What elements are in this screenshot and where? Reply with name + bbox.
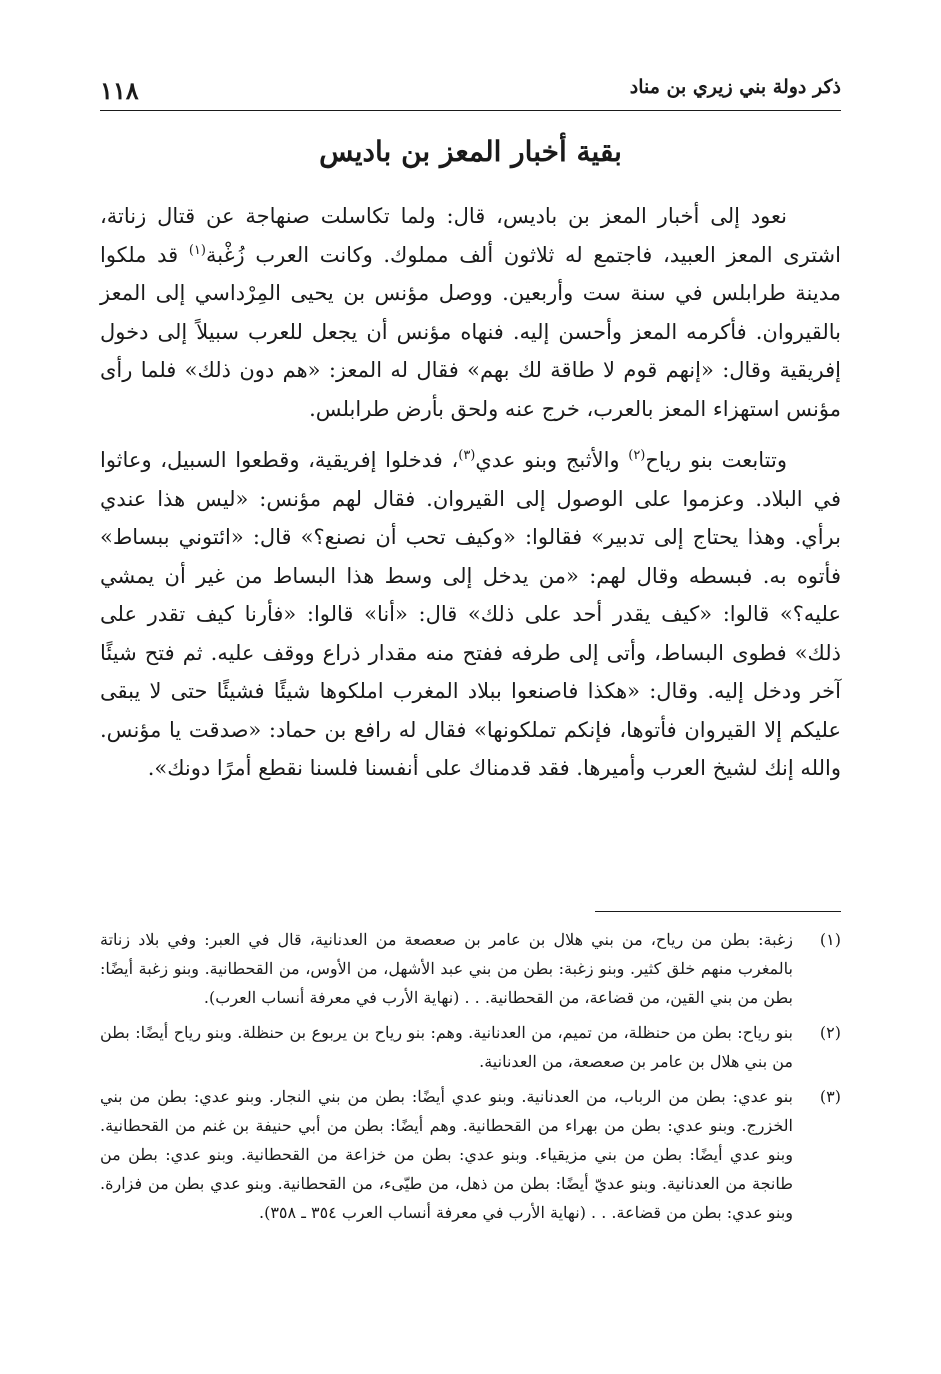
footnote-marker-3: (٣)	[458, 448, 476, 463]
paragraph-2	[100, 441, 841, 788]
paragraph-text: قد ملكوا مدينة طرابلس في سنة ست وأربعين. ووصل مؤنس بن يحيى المِرْداسي إلى المعز بالقيروان. فأكرمه المعز وأحسن إليه. فنهاه مؤنس أن يجعل للعرب سبيلاً إلى دخول إفريقية وقال: «إنهم قوم لا طاقة لك بهم» فقال له المعز: «هم دون ذلك» فلما رأى مؤنس استهزاء المعز بالعرب، خرج عنه ولحق بأرض طرابلس.	[100, 242, 841, 421]
footnote-text: بنو عدي: بطن من الرباب، من العدنانية. وبنو عدي أيضًا: بطن من بني النجار. وبنو عدي: بطن من بني الخزرج. وبنو عدي: بطن من بهراء من القحطانية. وهم أيضًا: بطن من أبي حنيفة بن غنم من القحطانية. وبنو عدي أيضًا: بطن من بني مزيقياء. وبنو عدي: بطن من خزاعة من القحطانية. وبنو عدي: بطن من طانجة من العدنانية. وبنو عديّ أيضًا: بطن من ذهل، من طيّىء، من القحطانية. وبنو عدي بطن من فزارة. وبنو عدي: بطن من قضاعة. . . (نهاية الأرب في معرفة أنساب العرب ٣٥٤ ـ ٣٥٨).	[100, 1087, 793, 1222]
body-text	[100, 197, 841, 801]
paragraph-1	[100, 197, 841, 428]
footnote-divider	[595, 911, 841, 912]
paragraph-text: وتتابعت بنو رياح	[645, 448, 787, 472]
footnote-number: (٢)	[819, 1023, 841, 1042]
page-number: ١١٨	[100, 76, 139, 105]
footnote-marker-2: (٢)	[628, 448, 646, 463]
footnote-marker-1: (١)	[188, 242, 206, 258]
paragraph-text: نعود إلى أخبار المعز بن باديس، قال: ولما تكاسلت صنهاجة عن قتال زناتة، اشترى المعز العبيد، فاجتمع له ثلاثون ألف مملوك. وكانت العرب زُغْبة	[100, 204, 841, 267]
footnote-2	[100, 1018, 841, 1076]
chapter-title: بقية أخبار المعز بن باديس	[319, 135, 622, 168]
running-header	[100, 70, 841, 111]
footnote-text: بنو رياح: بطن من حنظلة، من تميم، من العدنانية. وهم: بنو رياح بن يربوع بن حنظلة. وبنو رياح أيضًا: بطن من بني هلال بن عامر بن صعصعة، من العدنانية.	[100, 1023, 793, 1071]
paragraph-text: ، فدخلوا إفريقية، وقطعوا السبيل، وعاثوا في البلاد. وعزموا على الوصول إلى القيروان. فقال لهم مؤنس: «ليس هذا عندي برأي. وهذا يحتاج إلى تدبير» فقالوا: «وكيف تحب أن نصنع؟» قال: «ائتوني ببساط» فأتوه به. فبسطه وقال لهم: «من يدخل إلى وسط هذا البساط من غير أن يمشي عليه؟» قالوا: «كيف يقدر أحد على ذلك» قال: «أنا» قالوا: «فأرنا كيف تقدر على ذلك» فطوى البساط، وأتى إلى طرفه ففتح منه مقدار ذراع ووقف عليه. ثم فتح شيئًا آخر ودخل إليه. وقال: «هكذا فاصنعوا ببلاد المغرب املكوها شيئًا فشيئًا حتى لا يبقى عليكم إلا القيروان فأتوها، فإنكم تملكونها» فقال له رافع بن حماد: «صدقت يا مؤنس. والله إنك لشيخ العرب وأميرها. فقد قدمناك على أنفسنا فلسنا نقطع أمرًا دونك».	[100, 448, 841, 780]
footnote-number: (٣)	[819, 1087, 841, 1106]
paragraph-text: والأثبج وبنو عدي	[475, 448, 629, 472]
footnote-number: (١)	[819, 930, 841, 949]
footnote-1	[100, 925, 841, 1012]
header-title: ذكر دولة بني زيري بن مناد	[629, 76, 841, 98]
footnote-text: زغبة: بطن من رياح، من بني هلال بن عامر بن صعصعة من العدنانية، قال في العبر: وفي بلاد زناتة بالمغرب منهم خلق كثير. وبنو زغبة: بطن من بني عبد الأشهل، من الأوس، من القحطانية. وبنو زغبة أيضًا: بطن من بني القين، من قضاعة، من القحطانية. . . (نهاية الأرب في معرفة أنساب العرب).	[100, 930, 793, 1007]
footnote-3	[100, 1082, 841, 1227]
footnotes	[100, 925, 841, 1233]
